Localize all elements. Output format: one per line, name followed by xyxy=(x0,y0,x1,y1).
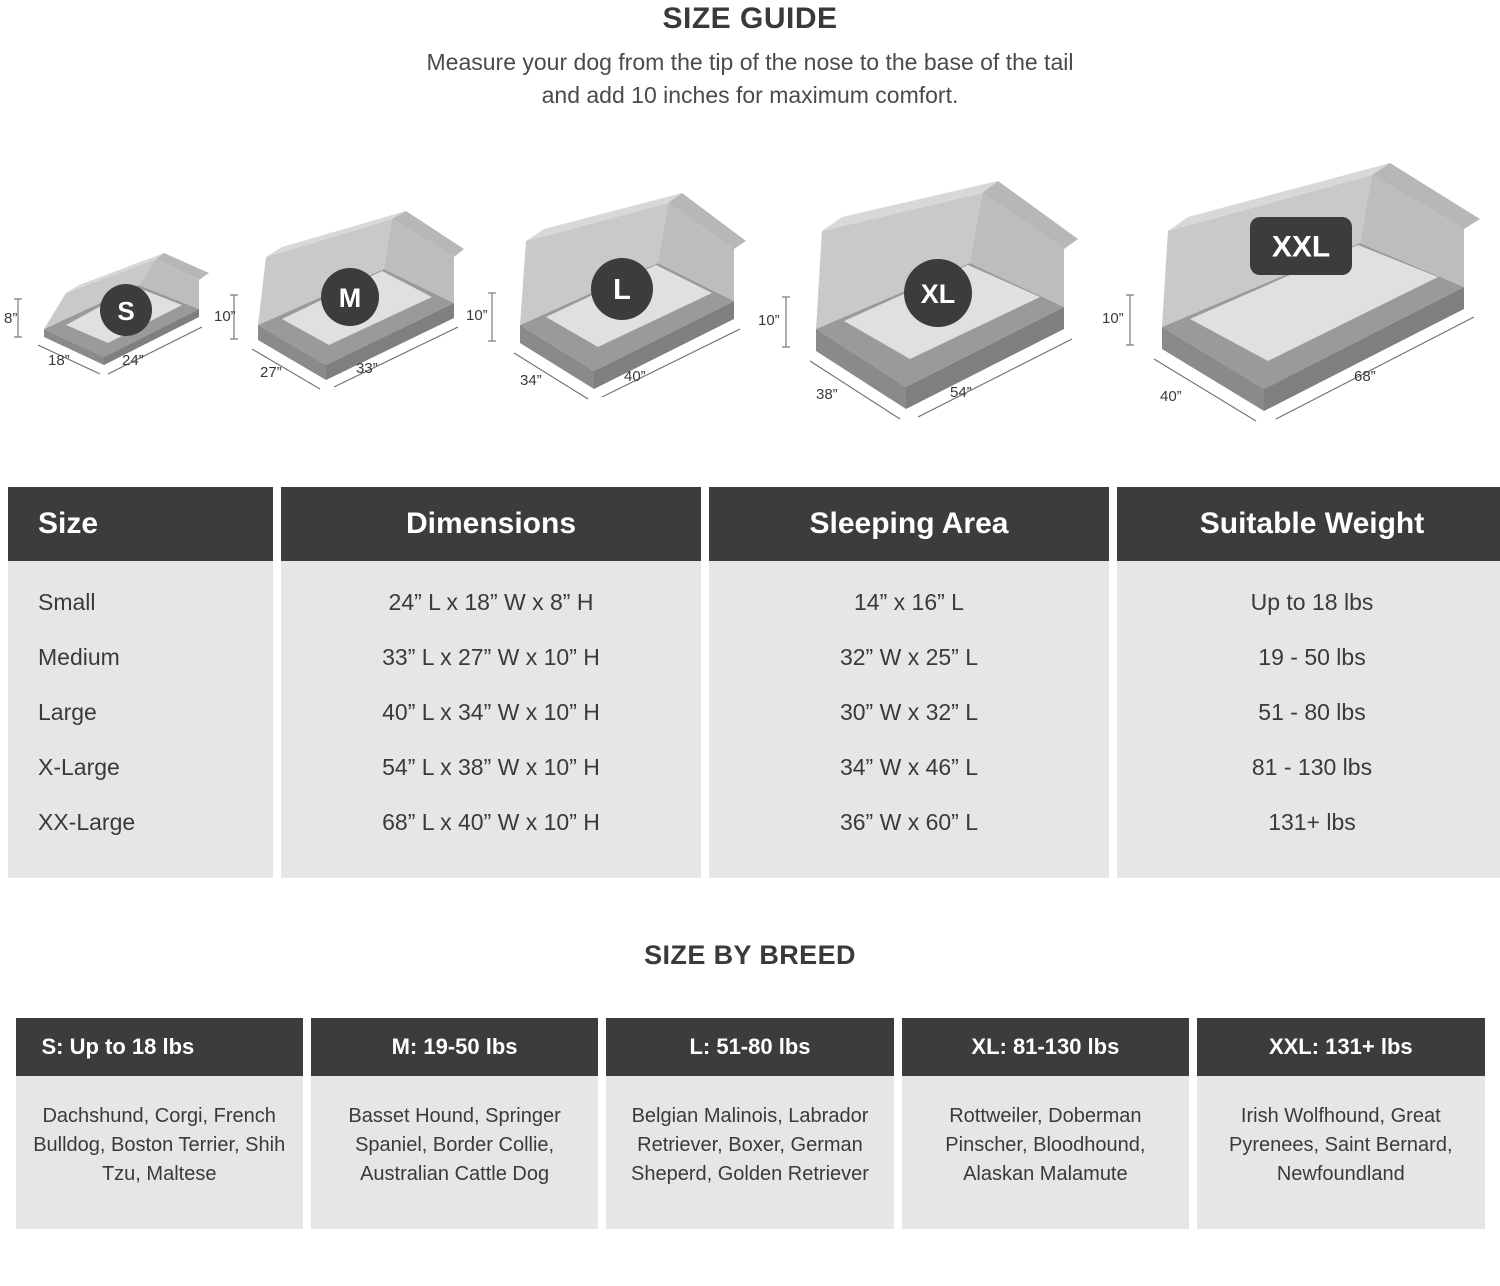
cell-dimensions: 33” L x 27” W x 10” H xyxy=(281,630,701,685)
cell-size: Large xyxy=(8,685,273,740)
bed-width-xxlarge: 40” xyxy=(1160,388,1182,406)
cell-dimensions: 24” L x 18” W x 8” H xyxy=(281,561,701,630)
cell-weight: 81 - 130 lbs xyxy=(1117,740,1500,795)
breed-list-m: Basset Hound, Springer Spaniel, Border Collie, Australian Cattle Dog xyxy=(311,1076,598,1229)
cell-sleeping-area: 32” W x 25” L xyxy=(709,630,1109,685)
breed-list-xxl: Irish Wolfhound, Great Pyrenees, Saint Bernard, Newfoundland xyxy=(1197,1076,1484,1229)
cell-weight: Up to 18 lbs xyxy=(1117,561,1500,630)
bed-width-small: 18” xyxy=(48,352,70,370)
breed-list-xl: Rottweiler, Doberman Pinscher, Bloodhound, Alaskan Malamute xyxy=(902,1076,1189,1229)
table-row xyxy=(8,561,1500,630)
size-table xyxy=(0,487,1500,878)
breed-header-xl: XL: 81-130 lbs xyxy=(902,1018,1189,1076)
cell-size: Small xyxy=(8,561,273,630)
cell-sleeping-area: 34” W x 46” L xyxy=(709,740,1109,795)
size-table-header-size: Size xyxy=(8,487,273,561)
bed-length-xlarge: 54” xyxy=(950,384,972,402)
bed-height-medium: 10” xyxy=(214,308,236,326)
breed-header-m: M: 19-50 lbs xyxy=(311,1018,598,1076)
cell-weight: 51 - 80 lbs xyxy=(1117,685,1500,740)
cell-sleeping-area: 30” W x 32” L xyxy=(709,685,1109,740)
bed-illustrations xyxy=(0,137,1500,437)
breed-header-l: L: 51-80 lbs xyxy=(606,1018,893,1076)
header xyxy=(0,0,1500,111)
bed-length-medium: 33” xyxy=(356,360,378,378)
bed-badge-xxlarge: XXL xyxy=(1271,230,1331,264)
bed-length-xxlarge: 68” xyxy=(1354,368,1376,386)
breed-list-l: Belgian Malinois, Labrador Retriever, Boxer, German Sheperd, Golden Retriever xyxy=(606,1076,893,1229)
breed-header-xxl: XXL: 131+ lbs xyxy=(1197,1018,1484,1076)
breed-header-s: S: Up to 18 lbs xyxy=(16,1018,303,1076)
table-row xyxy=(8,740,1500,795)
bed-illustration-medium xyxy=(216,205,481,380)
breed-table-header-row xyxy=(16,1018,1485,1076)
bed-illustration-xxlarge xyxy=(1102,157,1494,406)
bed-illustration-large xyxy=(466,185,762,390)
table-row xyxy=(8,685,1500,740)
bed-width-xlarge: 38” xyxy=(816,386,838,404)
breed-section-title: SIZE BY BREED xyxy=(644,940,856,970)
bed-height-xxlarge: 10” xyxy=(1102,310,1124,328)
cell-weight: 131+ lbs xyxy=(1117,795,1500,878)
cell-sleeping-area: 14” x 16” L xyxy=(709,561,1109,630)
bed-height-xlarge: 10” xyxy=(758,312,780,330)
bed-height-small: 8” xyxy=(4,310,18,328)
cell-dimensions: 54” L x 38” W x 10” H xyxy=(281,740,701,795)
cell-size: Medium xyxy=(8,630,273,685)
cell-dimensions: 68” L x 40” W x 10” H xyxy=(281,795,701,878)
cell-size: XX-Large xyxy=(8,795,273,878)
bed-badge-large: L xyxy=(613,274,631,307)
cell-size: X-Large xyxy=(8,740,273,795)
bed-width-medium: 27” xyxy=(260,364,282,382)
size-table-wrapper xyxy=(0,487,1500,878)
bed-length-small: 24” xyxy=(122,352,144,370)
size-table-header-row xyxy=(8,487,1500,561)
breed-table-wrapper xyxy=(0,1018,1500,1229)
cell-dimensions: 40” L x 34” W x 10” H xyxy=(281,685,701,740)
size-table-header-sleeping-area: Sleeping Area xyxy=(709,487,1109,561)
subtitle-line-2: and add 10 inches for maximum comfort. xyxy=(541,81,959,108)
bed-height-large: 10” xyxy=(466,307,488,325)
size-table-header-dimensions: Dimensions xyxy=(281,487,701,561)
breed-table xyxy=(8,1018,1493,1229)
table-row xyxy=(8,630,1500,685)
bed-badge-medium: M xyxy=(338,283,362,314)
bed-illustration-small xyxy=(4,237,224,377)
breed-list-s: Dachshund, Corgi, French Bulldog, Boston Terrier, Shih Tzu, Maltese xyxy=(16,1076,303,1229)
subtitle-line-1: Measure your dog from the tip of the nose to the base of the tail xyxy=(426,49,1074,75)
cell-sleeping-area: 36” W x 60” L xyxy=(709,795,1109,878)
bed-badge-xlarge: XL xyxy=(920,279,956,310)
bed-illustration-xlarge xyxy=(758,169,1094,404)
size-table-header-weight: Suitable Weight xyxy=(1117,487,1500,561)
bed-badge-small: S xyxy=(117,296,135,327)
bed-width-large: 34” xyxy=(520,372,542,390)
bed-length-large: 40” xyxy=(624,368,646,386)
cell-weight: 19 - 50 lbs xyxy=(1117,630,1500,685)
page-subtitle xyxy=(0,46,1500,111)
table-row xyxy=(8,795,1500,878)
page-title: SIZE GUIDE xyxy=(662,2,838,35)
breed-table-row xyxy=(16,1076,1485,1229)
